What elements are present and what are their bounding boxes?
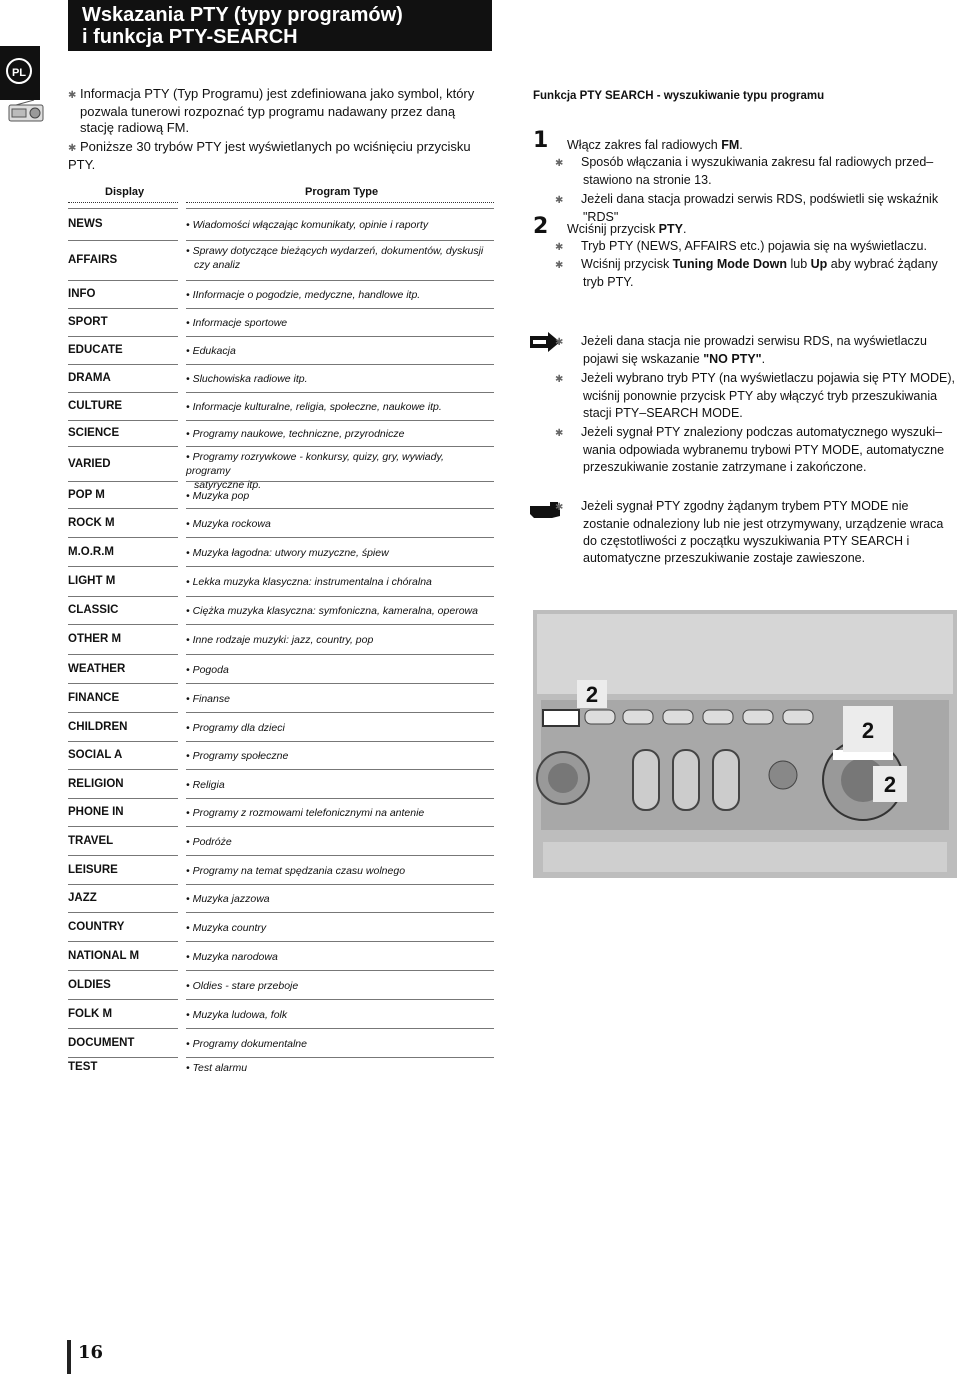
pty-program-type: [186, 778, 486, 792]
bullet-dot-icon: •: [186, 428, 193, 440]
pty-program-text: Finanse: [192, 693, 230, 705]
pty-display-code: AFFAIRS: [68, 254, 118, 266]
row-divider: [186, 1057, 494, 1058]
pty-program-text: Informacje kulturalne, religia, społeczne, naukowe itp.: [192, 401, 442, 413]
bullet-dot-icon: •: [186, 547, 193, 559]
row-divider: [186, 884, 494, 885]
bullet-star-icon: ✱: [555, 428, 564, 439]
bullet-dot-icon: •: [186, 922, 193, 934]
bullet-dot-icon: •: [186, 980, 193, 992]
pty-program-text: Muzyka pop: [192, 490, 250, 502]
row-divider: [186, 280, 494, 281]
row-divider: [68, 683, 178, 684]
pty-program-text: Ciężka muzyka klasyczna: symfoniczna, kameralna, operowa: [192, 605, 478, 617]
page-number-bar: [67, 1340, 71, 1374]
pty-program-type: [186, 604, 486, 618]
row-divider: [68, 624, 178, 625]
pty-program-text: Religia: [192, 779, 225, 791]
bullet-star-icon: ✱: [555, 242, 564, 253]
bullet-dot-icon: •: [186, 245, 193, 257]
pty-program-type: [186, 1061, 486, 1075]
bullet-star-icon: ✱: [555, 374, 564, 385]
pty-program-type: [186, 806, 486, 820]
row-divider: [186, 798, 494, 799]
pty-display-code: TEST: [68, 1061, 98, 1073]
row-divider: [186, 912, 494, 913]
row-divider: [68, 999, 178, 1000]
pty-program-type: [186, 692, 486, 706]
pty-display-code: DOCUMENT: [68, 1037, 135, 1049]
pty-program-type: [186, 749, 486, 763]
step-number: 1: [533, 128, 549, 153]
row-divider: [68, 446, 178, 447]
row-divider: [68, 596, 178, 597]
pty-display-code: COUNTRY: [68, 921, 125, 933]
pty-display-code: M.O.R.M: [68, 546, 114, 558]
row-divider: [68, 566, 178, 567]
bullet-dot-icon: •: [186, 693, 193, 705]
pty-program-text: Muzyka łagodna: utwory muzyczne, śpiew: [192, 547, 389, 559]
row-divider: [68, 1028, 178, 1029]
pty-program-text: Programy dla dzieci: [192, 722, 285, 734]
row-divider: [68, 364, 178, 365]
bullet-dot-icon: •: [186, 1062, 193, 1074]
pty-display-code: LEISURE: [68, 864, 118, 876]
row-divider: [68, 769, 178, 770]
pty-program-text: Muzyka ludowa, folk: [192, 1009, 288, 1021]
row-divider: [186, 566, 494, 567]
pty-program-text: Sluchowiska radiowe itp.: [192, 373, 308, 385]
note-2: ✱ Jeżeli sygnał PTY zgodny żądanym trybem PTY MODE nie zostanie odnaleziony lub nie jest otrzymywany, urządzenie wraca do częstotliwości z początku wyszukiwania PTY SEARCH i automatyczne przeszukiwanie zostaje zawieszone.: [555, 499, 944, 565]
bullet-star-icon: ✱: [555, 195, 564, 206]
pty-program-text: Pogoda: [192, 664, 229, 676]
pty-program-text: Muzyka narodowa: [192, 951, 278, 963]
bullet-dot-icon: •: [186, 634, 193, 646]
bullet-dot-icon: •: [186, 605, 193, 617]
step-number: 2: [533, 214, 549, 239]
page-number: 16: [78, 1342, 104, 1363]
bullet-dot-icon: •: [186, 345, 193, 357]
bullet-dot-icon: •: [186, 750, 193, 762]
pty-program-text: Inne rodzaje muzyki: jazz, country, pop: [192, 634, 374, 646]
bullet-dot-icon: •: [186, 893, 193, 905]
row-divider: [68, 712, 178, 713]
pty-program-text: Programy naukowe, techniczne, przyrodnicze: [192, 428, 405, 440]
pty-program-type: [186, 288, 486, 302]
pty-display-code: WEATHER: [68, 663, 126, 675]
row-divider: [186, 624, 494, 625]
row-divider: [68, 855, 178, 856]
pty-program-text: Wiadomości włączając komunikaty, opinie i raporty: [192, 219, 429, 231]
pty-program-text: Oldies - stare przeboje: [192, 980, 299, 992]
row-divider: [186, 769, 494, 770]
bullet-dot-icon: •: [186, 451, 193, 463]
row-divider: [68, 308, 178, 309]
pty-program-text: Programy z rozmowami telefonicznymi na antenie: [192, 807, 425, 819]
pty-display-code: SPORT: [68, 316, 108, 328]
bullet-dot-icon: •: [186, 722, 193, 734]
row-divider: [68, 208, 178, 209]
bullet-star-icon: ✱: [68, 143, 77, 154]
row-divider: [186, 826, 494, 827]
bullet-dot-icon: •: [186, 576, 193, 588]
bullet-star-icon: ✱: [555, 158, 564, 169]
row-divider: [186, 683, 494, 684]
row-divider: [186, 654, 494, 655]
pty-program-type: [186, 921, 486, 935]
row-divider: [186, 941, 494, 942]
bullet-dot-icon: •: [186, 518, 193, 530]
pty-program-type: [186, 427, 486, 441]
pty-program-text-line-2: czy analiz: [194, 259, 241, 271]
radio-icon: [8, 100, 44, 122]
row-divider: [186, 392, 494, 393]
pty-program-type: [186, 950, 486, 964]
pty-program-text: Lekka muzyka klasyczna: instrumentalna i chóralna: [192, 576, 432, 588]
pty-program-type: [186, 489, 486, 503]
pty-program-type: [186, 218, 486, 232]
step-badge: 2: [861, 718, 875, 743]
step-2: Wciśnij przycisk PTY. ✱ Tryb PTY (NEWS, AFFAIRS etc.) pojawia się na wyświetlaczu. ✱ Wciśnij przycisk Tuning Mode Down lub Up aby wybrać żądany tryb PTY.: [555, 222, 938, 289]
section-heading: Funkcja PTY SEARCH - wyszukiwanie typu programu: [533, 90, 825, 102]
row-divider: [186, 855, 494, 856]
pty-program-text: Muzyka jazzowa: [192, 893, 270, 905]
step-1: Włącz zakres fal radiowych FM. ✱ Sposób włączania i wyszukiwania zakresu fal radiowych przed– stawiono na stronie 13. ✱ Jeżeli dana stacja prowadzi serwis RDS, podświetli się wskaźnik "RDS": [555, 138, 939, 224]
pty-program-text: Informacje sportowe: [192, 317, 288, 329]
pty-program-text: Programy dokumentalne: [192, 1038, 307, 1050]
pty-program-text: Edukacja: [192, 345, 236, 357]
row-divider: [186, 446, 494, 447]
page-title: [68, 0, 492, 51]
bullet-dot-icon: •: [186, 1038, 193, 1050]
row-divider: [68, 798, 178, 799]
language-code: PL: [6, 58, 32, 84]
pty-program-text: Programy na temat spędzania czasu wolnego: [192, 865, 406, 877]
title-line-1: Wskazania PTY (typy programów): [82, 4, 403, 26]
pty-display-code: NATIONAL M: [68, 950, 140, 962]
row-divider: [68, 420, 178, 421]
pty-program-type: [186, 575, 486, 589]
row-divider: [186, 999, 494, 1000]
note-1: ✱ Jeżeli dana stacja nie prowadzi serwisu RDS, na wyświetlaczu pojawi się wskazanie "NO PTY". ✱ Jeżeli wybrano tryb PTY (na wyświetlaczu pojawia się PTY MODE), wciśnij ponownie przycisk PTY aby włączyć tryb przeszukiwania stacji PTY–SEARCH MODE. ✱ Jeżeli sygnał PTY znaleziony podczas automatycznego wyszuki– wania odpowiada wybranemu trybowi PTY MODE, automatyczne przeszukiwanie zostanie zatrzymane i zakończone.: [555, 334, 955, 474]
bullet-dot-icon: •: [186, 373, 193, 385]
pty-display-code: RELIGION: [68, 778, 124, 790]
pty-display-code: CLASSIC: [68, 604, 119, 616]
pty-display-code: CHILDREN: [68, 721, 128, 733]
row-divider: [68, 336, 178, 337]
bullet-dot-icon: •: [186, 836, 193, 848]
pty-program-text: Test alarmu: [192, 1062, 248, 1074]
row-divider: [186, 741, 494, 742]
bullet-dot-icon: •: [186, 490, 193, 502]
pty-program-type: [186, 244, 486, 272]
pty-program-type: [186, 1008, 486, 1022]
row-divider: [68, 941, 178, 942]
pty-display-code: SCIENCE: [68, 427, 120, 439]
bullet-dot-icon: •: [186, 664, 193, 676]
step-badge: 2: [883, 772, 897, 797]
language-badge: [0, 46, 40, 100]
bullet-star-icon: ✱: [555, 260, 564, 271]
pty-program-type: [186, 835, 486, 849]
bullet-dot-icon: •: [186, 779, 193, 791]
bullet-dot-icon: •: [186, 317, 193, 329]
pty-display-code: TRAVEL: [68, 835, 114, 847]
row-divider: [186, 336, 494, 337]
pty-display-code: EDUCATE: [68, 344, 123, 356]
row-divider: [68, 970, 178, 971]
header-divider: [186, 202, 494, 203]
bullet-dot-icon: •: [186, 219, 193, 231]
pty-display-code: JAZZ: [68, 892, 97, 904]
pty-program-type: [186, 663, 486, 677]
pty-program-type: [186, 1037, 486, 1051]
pty-program-text: IInformacje o pogodzie, medyczne, handlowe itp.: [192, 289, 421, 301]
pty-program-type: [186, 546, 486, 560]
pty-display-code: INFO: [68, 288, 96, 300]
bullet-star-icon: ✱: [68, 90, 77, 101]
pty-display-code: OTHER M: [68, 633, 122, 645]
pty-display-code: DRAMA: [68, 372, 111, 384]
intro-paragraph-2: ✱ Poniższe 30 trybów PTY jest wyświetlanych po wciśnięciu przycisku PTY.: [68, 139, 471, 172]
pty-program-type: [186, 316, 486, 330]
pty-display-code: SOCIAL A: [68, 749, 123, 761]
row-divider: [68, 912, 178, 913]
pty-program-type: [186, 721, 486, 735]
row-divider: [68, 654, 178, 655]
pty-program-text: Programy rozrywkowe - konkursy, quizy, gry, wywiady, programy: [186, 451, 444, 477]
pty-display-code: FOLK M: [68, 1008, 113, 1020]
row-divider: [186, 208, 494, 209]
row-divider: [186, 240, 494, 241]
pty-display-code: POP M: [68, 489, 105, 501]
pty-program-type: [186, 892, 486, 906]
pty-program-text: Muzyka rockowa: [192, 518, 271, 530]
device-front-panel-illustration: [533, 610, 957, 878]
header-divider: [68, 202, 178, 203]
column-header-program-type: Program Type: [305, 186, 379, 198]
row-divider: [186, 308, 494, 309]
pty-program-text-line-2: satyryczne itp.: [194, 479, 262, 491]
pty-program-type: [186, 517, 486, 531]
bullet-dot-icon: •: [186, 289, 193, 301]
row-divider: [68, 481, 178, 482]
pty-display-code: NEWS: [68, 218, 103, 230]
row-divider: [186, 481, 494, 482]
step-badge: 2: [585, 682, 599, 707]
pty-program-text: Programy społeczne: [192, 750, 289, 762]
intro-paragraph-1: ✱ Informacja PTY (Typ Programu) jest zdefiniowana jako symbol, który pozwala tunerowi rozpoznać typ programu nadawany przez daną stację radiową FM.: [68, 86, 475, 135]
pty-program-type: [186, 400, 486, 414]
row-divider: [68, 280, 178, 281]
row-divider: [186, 537, 494, 538]
pty-display-code: LIGHT M: [68, 575, 116, 587]
row-divider: [186, 596, 494, 597]
row-divider: [186, 420, 494, 421]
pty-program-type: [186, 979, 486, 993]
pty-program-type: [186, 450, 486, 492]
pty-program-text: Sprawy dotyczące bieżących wydarzeń, dokumentów, dyskusji: [192, 245, 484, 257]
bullet-dot-icon: •: [186, 401, 193, 413]
row-divider: [186, 712, 494, 713]
bullet-dot-icon: •: [186, 951, 193, 963]
pty-display-code: ROCK M: [68, 517, 115, 529]
pty-display-code: CULTURE: [68, 400, 123, 412]
pty-display-code: VARIED: [68, 458, 111, 470]
bullet-star-icon: ✱: [555, 337, 564, 348]
pty-program-type: [186, 864, 486, 878]
pty-display-code: FINANCE: [68, 692, 120, 704]
bullet-dot-icon: •: [186, 807, 193, 819]
row-divider: [68, 240, 178, 241]
row-divider: [68, 1057, 178, 1058]
row-divider: [68, 537, 178, 538]
column-header-display: Display: [105, 186, 145, 198]
bullet-dot-icon: •: [186, 1009, 193, 1021]
row-divider: [186, 508, 494, 509]
row-divider: [68, 392, 178, 393]
bullet-dot-icon: •: [186, 865, 193, 877]
row-divider: [68, 826, 178, 827]
title-line-2: i funkcja PTY-SEARCH: [82, 26, 298, 48]
pty-display-code: OLDIES: [68, 979, 111, 991]
pty-program-type: [186, 633, 486, 647]
pty-display-code: PHONE IN: [68, 806, 124, 818]
pty-program-type: [186, 372, 486, 386]
row-divider: [68, 508, 178, 509]
row-divider: [68, 884, 178, 885]
pty-program-type: [186, 344, 486, 358]
bullet-star-icon: ✱: [555, 502, 564, 513]
row-divider: [68, 741, 178, 742]
row-divider: [186, 364, 494, 365]
row-divider: [186, 970, 494, 971]
pty-program-text: Muzyka country: [192, 922, 267, 934]
pty-program-text: Podróże: [192, 836, 232, 848]
row-divider: [186, 1028, 494, 1029]
